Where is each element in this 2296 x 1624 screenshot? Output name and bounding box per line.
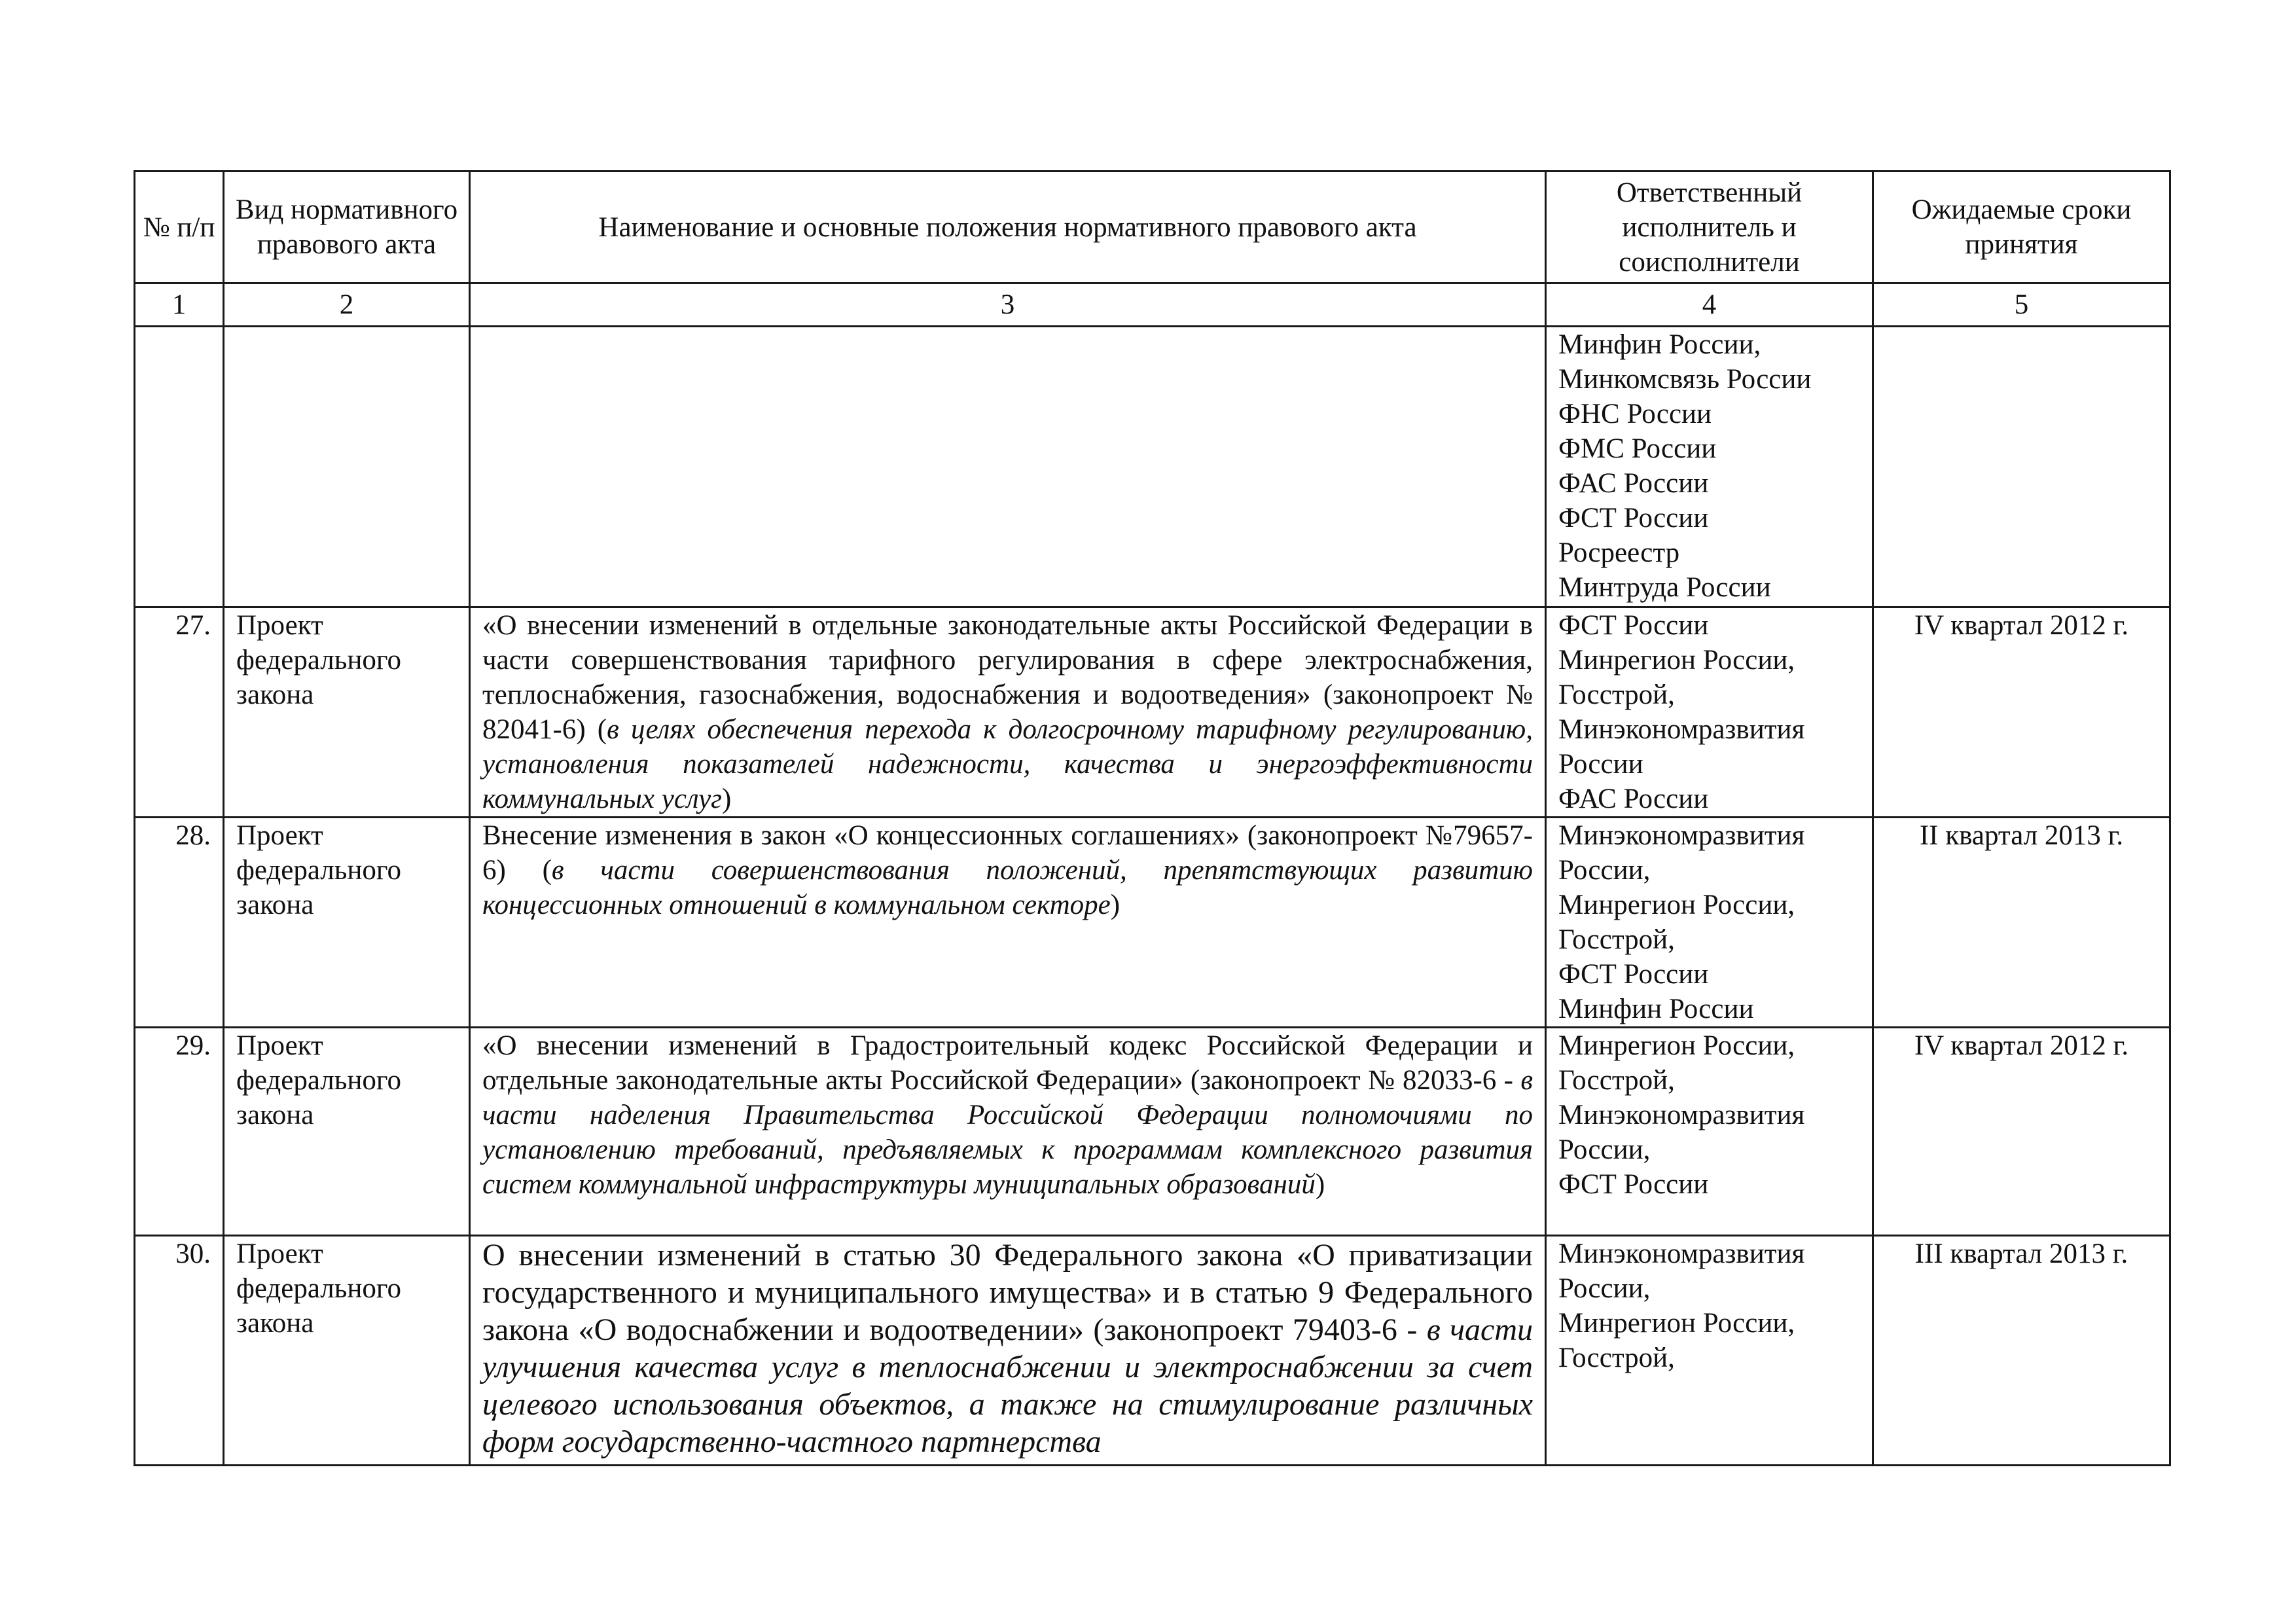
executor: Минрегион России, bbox=[1558, 1030, 1795, 1061]
header-name: Наименование и основные положения нормативного правового акта bbox=[470, 171, 1546, 283]
table-row bbox=[135, 818, 2170, 1028]
adoption-term: IV квартал 2012 г. bbox=[1873, 607, 2170, 818]
col-number-3: 3 bbox=[470, 283, 1546, 327]
act-tail: ) bbox=[721, 784, 732, 814]
cell-executors bbox=[1546, 327, 1873, 607]
executor: ФСТ России bbox=[1558, 610, 1709, 641]
executor: Росреестр bbox=[1558, 537, 1680, 568]
act-purpose: в целях обеспечения перехода к долгосрочному тарифному регулированию, установления показателей надежности, качества и энергоэффективности коммунальных услуг bbox=[482, 714, 1533, 814]
executor: Минрегион России, bbox=[1558, 645, 1795, 676]
act-tail: ) bbox=[1110, 890, 1121, 920]
executor: Минкомсвязь России bbox=[1558, 364, 1812, 395]
executor: ФАС России bbox=[1558, 784, 1709, 814]
executor: Минэкономразвития bbox=[1558, 714, 1805, 745]
executor: России, bbox=[1558, 1273, 1651, 1304]
act-kind: Проект федерального закона bbox=[224, 607, 470, 818]
adoption-term: IV квартал 2012 г. bbox=[1873, 1028, 2170, 1236]
executor: ФСТ России bbox=[1558, 1169, 1709, 1200]
table-row-continued bbox=[135, 327, 2170, 607]
act-tail: ) bbox=[1315, 1169, 1325, 1200]
adoption-term: III квартал 2013 г. bbox=[1873, 1236, 2170, 1466]
executor: Минтруда России bbox=[1558, 572, 1771, 603]
act-purpose: в части улучшения качества услуг в теплоснабжении и электроснабжении за счет целевого использования объектов, а также на стимулирование различных форм государственно-частного партнерства bbox=[482, 1312, 1533, 1459]
header-num: № п/п bbox=[135, 171, 224, 283]
act-description bbox=[470, 1028, 1546, 1236]
executor: России, bbox=[1558, 1134, 1651, 1165]
act-purpose: в части совершенствования положений, препятствующих развитию концессионных отношений в коммунальном секторе bbox=[482, 855, 1533, 920]
act-description bbox=[470, 1236, 1546, 1466]
executor: Госстрой, bbox=[1558, 1343, 1675, 1373]
executor: ФМС России bbox=[1558, 433, 1717, 464]
cell-executors bbox=[1546, 818, 1873, 1028]
table-row bbox=[135, 1236, 2170, 1466]
legislation-plan-table bbox=[134, 170, 2171, 1466]
act-description bbox=[470, 607, 1546, 818]
act-purpose: в части наделения Правительства Российской Федерации полномочиями по установлению требований, предъявляемых к программам комплексного развития систем коммунальной инфраструктуры муниципальных образований bbox=[482, 1065, 1533, 1200]
header-term: Ожидаемые сроки принятия bbox=[1873, 171, 2170, 283]
act-title: О внесении изменений в статью 30 Федерального закона «О приватизации государственного и муниципального имущества» и в статью 9 Федерального закона «О водоснабжении и водоотведении» (законопроект 79403-6 - bbox=[482, 1238, 1533, 1347]
row-number: 27. bbox=[135, 607, 224, 818]
cell-num bbox=[135, 327, 224, 607]
executor: Госстрой, bbox=[1558, 679, 1675, 710]
cell-executors bbox=[1546, 1028, 1873, 1236]
cell-kind bbox=[224, 327, 470, 607]
executor: Минфин России, bbox=[1558, 329, 1761, 360]
row-number: 30. bbox=[135, 1236, 224, 1466]
cell-executors bbox=[1546, 1236, 1873, 1466]
executor: России, bbox=[1558, 855, 1651, 886]
executor: Минэкономразвития bbox=[1558, 1100, 1805, 1130]
col-number-1: 1 bbox=[135, 283, 224, 327]
cell-term bbox=[1873, 327, 2170, 607]
adoption-term: II квартал 2013 г. bbox=[1873, 818, 2170, 1028]
header-row bbox=[135, 171, 2170, 283]
executor: ФНС России bbox=[1558, 399, 1712, 429]
act-kind: Проект федерального закона bbox=[224, 1028, 470, 1236]
executor: Минрегион России, bbox=[1558, 890, 1795, 920]
col-number-4: 4 bbox=[1546, 283, 1873, 327]
row-number: 29. bbox=[135, 1028, 224, 1236]
header-kind: Вид нормативного правового акта bbox=[224, 171, 470, 283]
executor: Госстрой, bbox=[1558, 924, 1675, 955]
row-number: 28. bbox=[135, 818, 224, 1028]
act-title: «О внесении изменений в Градостроительный кодекс Российской Федерации и отдельные законодательные акты Российской Федерации» (законопроект № 82033-6 - bbox=[482, 1030, 1533, 1096]
executor: Минрегион России, bbox=[1558, 1308, 1795, 1339]
executor: ФАС России bbox=[1558, 468, 1709, 499]
executor: России bbox=[1558, 749, 1643, 780]
executor: Минэкономразвития bbox=[1558, 820, 1805, 851]
cell-body bbox=[470, 327, 1546, 607]
table-row bbox=[135, 607, 2170, 818]
act-kind: Проект федерального закона bbox=[224, 818, 470, 1028]
executor: Минфин России bbox=[1558, 994, 1754, 1024]
executor: ФСТ России bbox=[1558, 959, 1709, 990]
cell-executors bbox=[1546, 607, 1873, 818]
col-number-5: 5 bbox=[1873, 283, 2170, 327]
executor: Госстрой, bbox=[1558, 1065, 1675, 1096]
act-title: «О внесении изменений в отдельные законодательные акты Российской Федерации в части совершенствования тарифного регулирования в сфере электроснабжения, теплоснабжения, газоснабжения, водоснабжения и водоотведения» (законопроект № 82041-6) ( bbox=[482, 610, 1533, 745]
act-title: Внесение изменения в закон «О концессионных соглашениях» (законопроект №79657-6) ( bbox=[482, 820, 1533, 886]
column-number-row bbox=[135, 283, 2170, 327]
executor: ФСТ России bbox=[1558, 503, 1709, 533]
table-row bbox=[135, 1028, 2170, 1236]
act-kind: Проект федерального закона bbox=[224, 1236, 470, 1466]
act-description bbox=[470, 818, 1546, 1028]
header-executor: Ответственный исполнитель и соисполнители bbox=[1546, 171, 1873, 283]
col-number-2: 2 bbox=[224, 283, 470, 327]
executor: Минэкономразвития bbox=[1558, 1238, 1805, 1269]
